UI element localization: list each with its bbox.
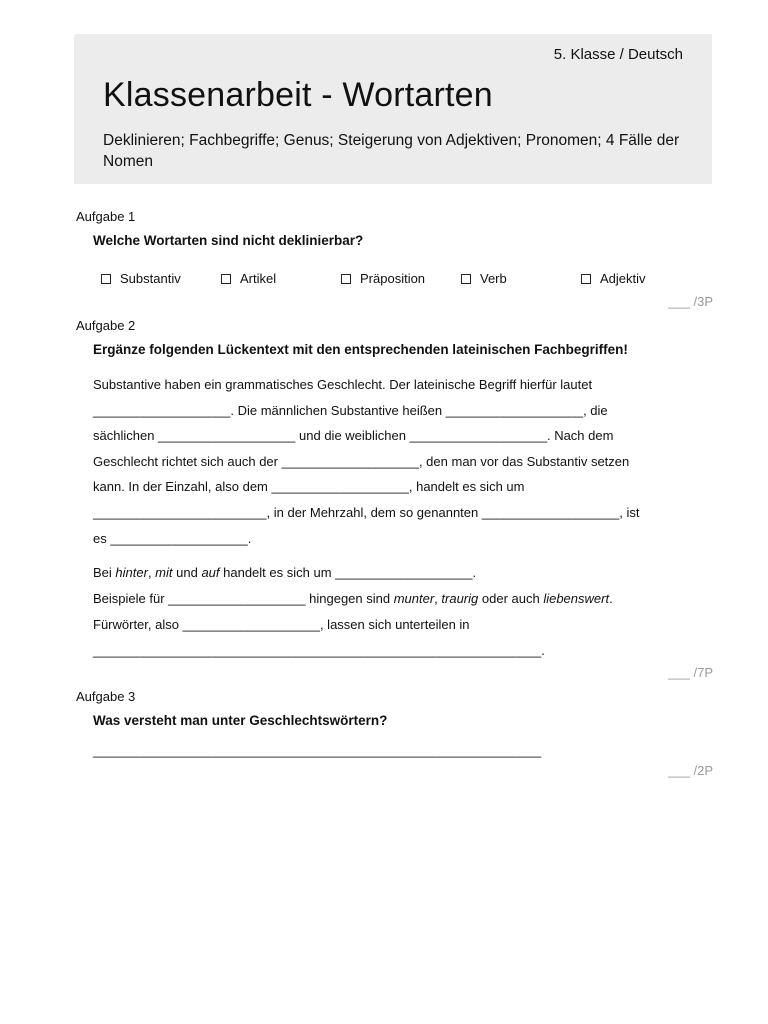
checkbox-icon[interactable] [101, 274, 111, 284]
option-artikel[interactable] [221, 271, 276, 286]
cloze-line-examples: Beispiele für ___________________ hingegen sind munter, traurig oder auch liebenswert. [93, 591, 613, 606]
cloze-line-prepositions: Bei hinter, mit und auf handelt es sich um ___________________. [93, 565, 477, 580]
option-praeposition[interactable] [341, 271, 425, 286]
cloze-text [93, 377, 693, 556]
task1-question: Welche Wortarten sind nicht deklinierbar? [93, 233, 364, 248]
option-verb[interactable] [461, 271, 507, 286]
worksheet-header [74, 34, 712, 184]
task3-answer-line: ______________________________________________________________ [93, 743, 542, 758]
cloze-line: kann. In der Einzahl, also dem ___________________, handelt es sich um [93, 479, 525, 495]
option-substantiv[interactable] [101, 271, 181, 286]
option-label: Verb [480, 271, 507, 286]
task2-label: Aufgabe 2 [76, 318, 136, 333]
cloze-line: Geschlecht richtet sich auch der ___________________, den man vor das Substantiv setzen [93, 453, 630, 469]
task3-question: Was versteht man unter Geschlechtswörtern? [93, 713, 388, 728]
topics-subtitle: Deklinieren; Fachbegriffe; Genus; Steigerung von Adjektiven; Pronomen; 4 Fälle der Nomen [103, 132, 680, 170]
task2-points: ___ /7P [668, 665, 713, 680]
task3-points: ___ /2P [668, 763, 713, 778]
option-label: Substantiv [120, 271, 181, 286]
task2-question: Ergänze folgenden Lückentext mit den entsprechenden lateinischen Fachbegriffen! [93, 342, 628, 357]
cloze-line: es ___________________. [93, 530, 252, 546]
task1-options [101, 271, 721, 289]
cloze-line-pronouns: Fürwörter, also ___________________, lassen sich unterteilen in [93, 617, 470, 632]
cloze-line: ___________________. Die männlichen Substantive heißen ___________________, die [93, 402, 608, 418]
cloze-line: ________________________, in der Mehrzahl, dem so genannten ___________________, ist [93, 504, 640, 520]
cloze-line-blank: ______________________________________________________________. [93, 643, 545, 658]
cloze-line: Substantive haben ein grammatisches Geschlecht. Der lateinische Begriff hierfür lautet [93, 377, 593, 392]
checkbox-icon[interactable] [581, 274, 591, 284]
cloze-line: sächlichen ___________________ und die weiblichen ___________________. Nach dem [93, 428, 614, 444]
option-adjektiv[interactable] [581, 271, 646, 286]
option-label: Artikel [240, 271, 277, 286]
task1-label: Aufgabe 1 [76, 209, 136, 224]
cloze-text-2 [93, 565, 693, 669]
checkbox-icon[interactable] [341, 274, 351, 284]
checkbox-icon[interactable] [461, 274, 471, 284]
option-label: Adjektiv [600, 271, 646, 286]
grade-subject: 5. Klasse / Deutsch [553, 46, 683, 63]
checkbox-icon[interactable] [221, 274, 231, 284]
task3-label: Aufgabe 3 [76, 689, 136, 704]
option-label: Präposition [360, 271, 426, 286]
task1-points: ___ /3P [668, 294, 713, 309]
page-title: Klassenarbeit - Wortarten [103, 76, 493, 114]
